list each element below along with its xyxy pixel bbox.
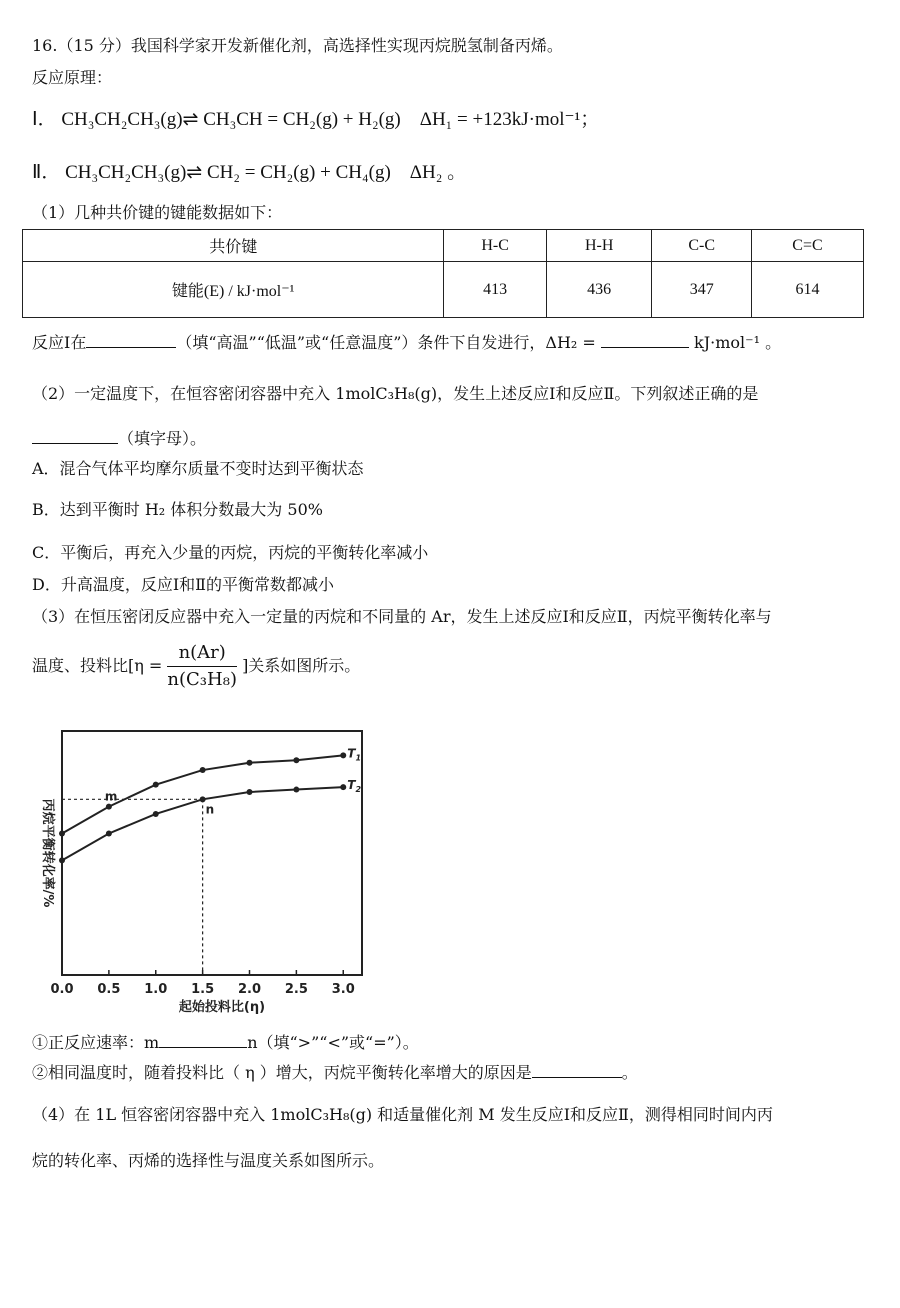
series-label-subscript: 2 xyxy=(355,785,362,795)
part1-intro: （1）几种共价键的键能数据如下： xyxy=(32,203,283,222)
question-header: 16.（15 分）我国科学家开发新催化剂，高选择性实现丙烷脱氢制备丙烯。 xyxy=(32,36,563,55)
reaction-1: Ⅰ． CH₃CH₂CH₃(g)⇌ CH₃CH = CH₂(g) + H₂(g) ΔH₁ = +123kJ·mol⁻¹； xyxy=(32,109,600,130)
table-header-cell: C-C xyxy=(652,230,752,262)
part2-fill-text: （填字母）。 xyxy=(118,429,207,448)
data-point xyxy=(293,787,299,793)
x-tick-label: 0.5 xyxy=(97,982,121,997)
part1-q-pre: 反应Ⅰ在 xyxy=(32,333,87,352)
x-tick-label: 1.5 xyxy=(191,982,215,997)
data-point xyxy=(106,830,112,836)
x-axis-label: 起始投料比(η) xyxy=(178,1000,266,1015)
data-point xyxy=(59,830,65,836)
part4-question: （4）在 1L 恒容密闭容器中充入 1molC₃H₈(g) 和适量催化剂 M 发生反应Ⅰ和反应Ⅱ，测得相同时间内丙 xyxy=(32,1105,773,1124)
data-point xyxy=(247,760,253,766)
data-point xyxy=(153,811,159,817)
part1-q-unit: kJ·mol⁻¹ 。 xyxy=(694,333,782,352)
part3-sub2 xyxy=(32,1061,638,1084)
principle-label: 反应原理： xyxy=(32,68,113,87)
answer-blank[interactable] xyxy=(601,331,689,348)
x-tick-label: 3.0 xyxy=(331,982,355,997)
option-a: A．混合气体平均摩尔质量不变时达到平衡状态 xyxy=(32,459,364,478)
data-point xyxy=(293,757,299,763)
bond-energy-table xyxy=(22,229,864,318)
part2-fill xyxy=(32,427,206,450)
y-axis-label: 丙烷平衡转化率/% xyxy=(40,798,55,908)
ratio-fraction xyxy=(167,640,237,693)
fraction-denominator: n(C₃H₈) xyxy=(167,669,237,690)
part3-sub1-post: n（填“>”“<”或“=”）。 xyxy=(247,1033,419,1052)
part3-sub2-end: 。 xyxy=(621,1063,638,1082)
data-point xyxy=(340,784,346,790)
table-header-cell: C=C xyxy=(751,230,863,262)
table-row-label: 键能(E) / kJ·mol⁻¹ xyxy=(23,262,444,318)
x-tick-label: 0.0 xyxy=(50,982,74,997)
reaction-2: Ⅱ． CH₃CH₂CH₃(g)⇌ CH₂ = CH₂(g) + CH₄(g) ΔH₂ 。 xyxy=(32,162,467,183)
data-point xyxy=(200,767,206,773)
part3-sub1 xyxy=(32,1031,419,1054)
point-label-m: m xyxy=(104,789,118,804)
table-row xyxy=(23,262,864,318)
data-point xyxy=(340,752,346,758)
option-b: B．达到平衡时 H₂ 体积分数最大为 50% xyxy=(32,500,323,519)
x-tick-label: 2.0 xyxy=(237,982,262,997)
part4-question-2: 烷的转化率、丙烯的选择性与温度关系如图所示。 xyxy=(32,1151,385,1170)
part3-sub1-pre: ①正反应速率：m xyxy=(32,1033,160,1052)
part3-q2-pre: 温度、投料比[η = xyxy=(32,656,163,675)
option-d: D．升高温度，反应Ⅰ和Ⅱ的平衡常数都减小 xyxy=(32,575,335,594)
answer-blank[interactable] xyxy=(532,1061,622,1078)
conversion-chart xyxy=(30,725,375,1015)
part3-q2-post: ]关系如图所示。 xyxy=(242,656,361,675)
data-point xyxy=(59,857,65,863)
table-header-cell: H-C xyxy=(444,230,547,262)
table-header-cell: H-H xyxy=(546,230,651,262)
fraction-numerator: n(Ar) xyxy=(167,640,237,667)
x-tick-label: 2.5 xyxy=(284,982,308,997)
data-point xyxy=(153,782,159,788)
table-cell: 614 xyxy=(751,262,863,318)
table-cell: 436 xyxy=(546,262,651,318)
series-label: $T_1$ xyxy=(347,746,362,763)
data-point xyxy=(247,789,253,795)
x-tick-label: 1.0 xyxy=(144,982,168,997)
table-header-cell: 共价键 xyxy=(23,230,444,262)
answer-blank[interactable] xyxy=(159,1031,247,1048)
series-label: $T_2$ xyxy=(347,778,362,795)
option-c: C．平衡后，再充入少量的丙烷，丙烷的平衡转化率减小 xyxy=(32,543,429,562)
part3-sub2-text: ②相同温度时，随着投料比（ η ）增大，丙烷平衡转化率增大的原因是 xyxy=(32,1063,532,1082)
series-label-subscript: 1 xyxy=(355,753,362,763)
part3-question: （3）在恒压密闭反应器中充入一定量的丙烷和不同量的 Ar，发生上述反应Ⅰ和反应Ⅱ，丙烷平衡转化率与 xyxy=(32,607,772,626)
table-cell: 347 xyxy=(652,262,752,318)
table-cell: 413 xyxy=(444,262,547,318)
answer-blank[interactable] xyxy=(86,331,176,348)
answer-blank[interactable] xyxy=(32,427,118,444)
data-point xyxy=(106,804,112,810)
part2-question: （2）一定温度下，在恒容密闭容器中充入 1molC₃H₈(g)，发生上述反应Ⅰ和反应Ⅱ。下列叙述正确的是 xyxy=(32,384,759,403)
part1-q-mid: （填“高温”“低温”或“任意温度”）条件下自发进行，ΔH₂ = xyxy=(176,333,596,352)
part3-ratio-line xyxy=(32,640,360,693)
table-header-row xyxy=(23,230,864,262)
point-label-n: n xyxy=(205,802,215,817)
part1-question xyxy=(32,331,781,354)
